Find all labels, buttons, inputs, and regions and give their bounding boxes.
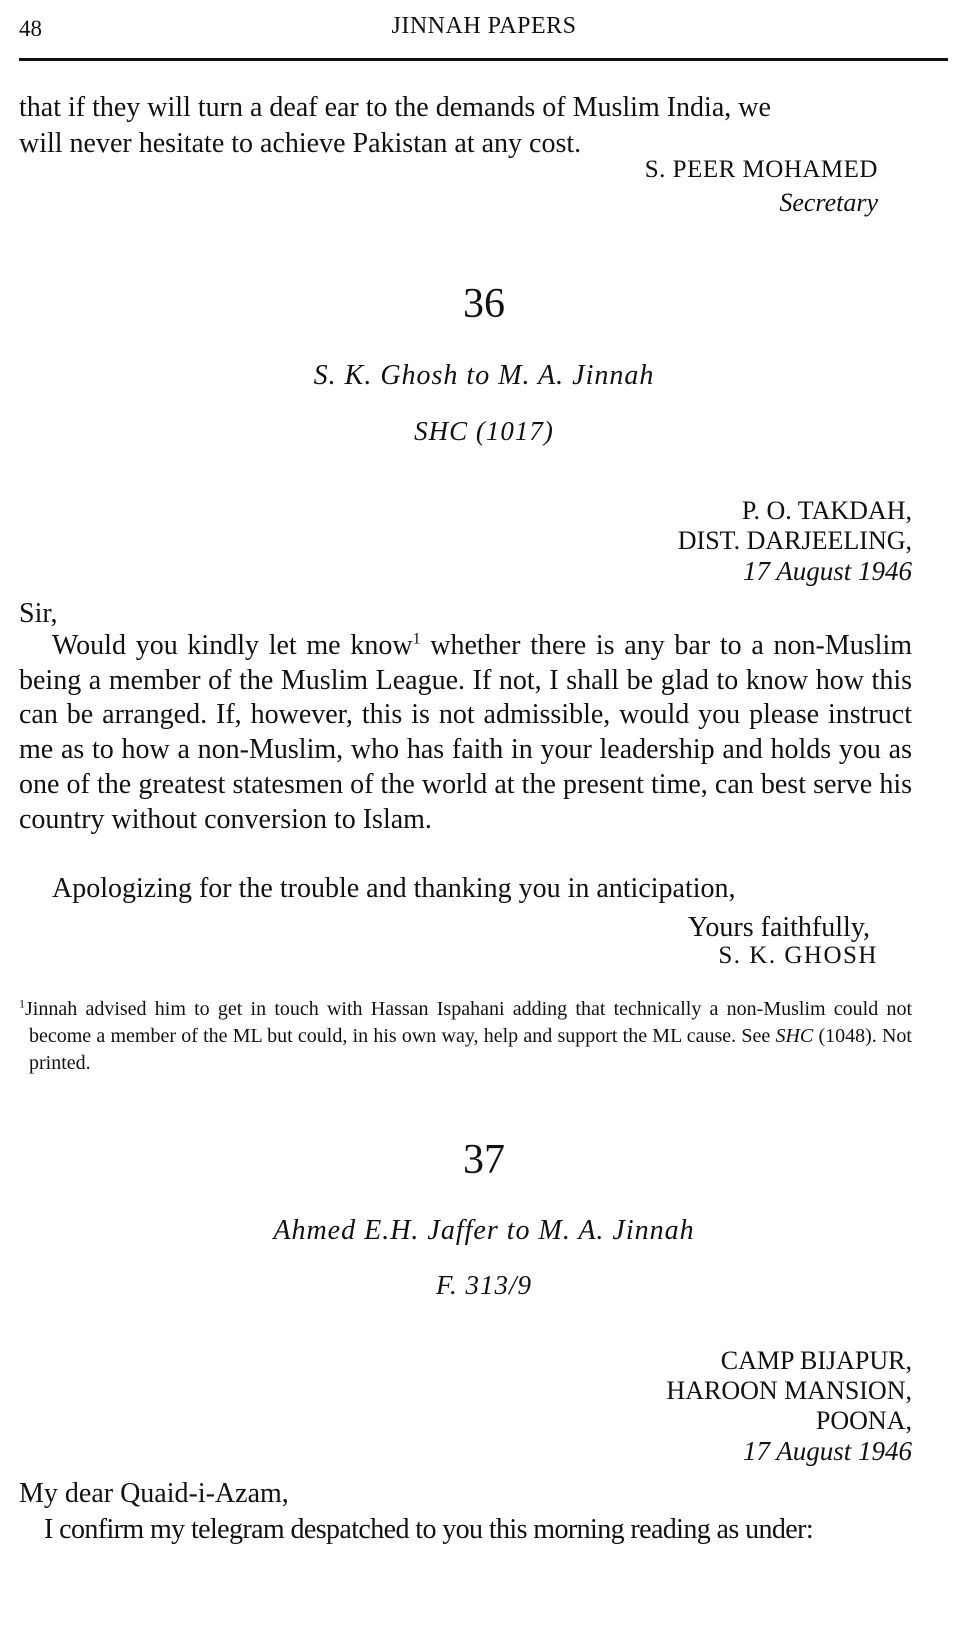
doc36-signature: S. K. GHOSH xyxy=(718,942,878,969)
doc36-number: 36 xyxy=(463,281,505,327)
doc36-para-before-marker: Would you kindly let me know xyxy=(52,630,413,661)
doc36-title: S. K. Ghosh to M. A. Jinnah xyxy=(313,360,655,391)
doc37-first-line: I confirm my telegram despatched to you this morning reading as under: xyxy=(44,1514,814,1545)
doc36-para-after-marker: whether there is any bar to a non-Muslim being a member of the Muslim League. If not, I shall be glad to know how this can be arranged. If, however, this is not admissible, would you please instruct me as to how a non-Muslim, who has faith in your leadership and holds you as one of the greatest statesmen of the world at the present time, can best serve his country without conversion to Islam. xyxy=(19,630,913,835)
doc37-date: 17 August 1946 xyxy=(742,1436,912,1466)
intro-signatory-title: Secretary xyxy=(779,188,878,217)
doc36-footnote xyxy=(19,996,912,1077)
intro-signatory-name: S. PEER MOHAMED xyxy=(644,156,878,183)
intro-line-1: that if they will turn a deaf ear to the demands of Muslim India, we xyxy=(19,92,771,123)
doc37-number: 37 xyxy=(463,1137,505,1183)
doc36-body-paragraph xyxy=(19,629,912,837)
doc36-closing-line: Apologizing for the trouble and thanking you in anticipation, xyxy=(52,873,736,904)
doc36-date: 17 August 1946 xyxy=(742,556,912,586)
doc36-address-line-2: DIST. DARJEELING, xyxy=(677,526,912,555)
doc37-address-line-3: POONA, xyxy=(815,1406,912,1435)
doc37-address-line-1: CAMP BIJAPUR, xyxy=(720,1346,912,1375)
doc36-complimentary-close: Yours faithfully, xyxy=(687,912,870,943)
doc37-reference: F. 313/9 xyxy=(435,1270,532,1300)
doc36-footnote-marker: 1 xyxy=(412,630,421,648)
doc37-salutation: My dear Quaid-i-Azam, xyxy=(19,1478,289,1509)
header-rule xyxy=(19,58,948,61)
doc37-address-line-2: HAROON MANSION, xyxy=(666,1376,912,1405)
footnote-ref-italic: SHC xyxy=(775,1025,814,1047)
doc37-title: Ahmed E.H. Jaffer to M. A. Jinnah xyxy=(273,1215,695,1246)
footnote-text-after: (1048). Not printed. xyxy=(29,1025,912,1074)
running-head: JINNAH PAPERS xyxy=(391,13,577,39)
page-number: 48 xyxy=(19,16,42,41)
intro-line-2: will never hesitate to achieve Pakistan at any cost. xyxy=(19,128,582,159)
footnote-marker: 1 xyxy=(19,996,25,1011)
doc36-address-line-1: P. O. TAKDAH, xyxy=(741,496,912,525)
doc36-salutation: Sir, xyxy=(19,598,58,629)
footnote-text-before: Jinnah advised him to get in touch with Hassan Ispahani adding that technically a non-Muslim could not become a member of the ML but could, in his own way, help and support the ML cause. See xyxy=(25,998,912,1047)
doc36-reference: SHC (1017) xyxy=(414,416,554,446)
